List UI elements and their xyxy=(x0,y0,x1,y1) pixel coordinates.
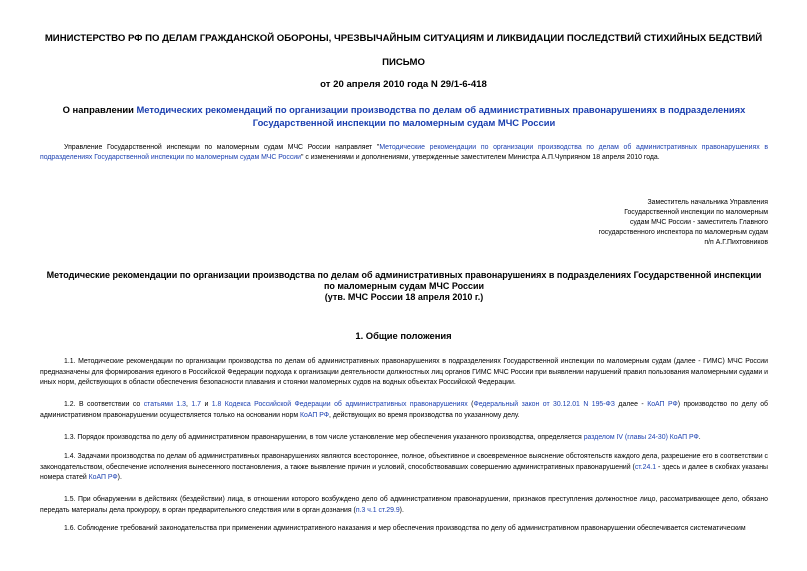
law-link[interactable]: 1.8 Кодекса Российской Федерации об административных правонарушениях xyxy=(211,401,468,408)
paragraph-1-4 xyxy=(40,452,768,484)
paragraph-1-5 xyxy=(40,495,768,516)
section-heading: 1. Общие положения xyxy=(355,330,452,341)
signature-line: Заместитель начальника Управления xyxy=(647,199,768,206)
intro-link[interactable]: Методические рекомендации по организации производства по делам об административных правонарушениях в подразделениях Государственной инспекции по маломерным судам МЧС России xyxy=(40,144,769,161)
text: . xyxy=(698,434,701,441)
intro-paragraph xyxy=(40,143,768,163)
signature-line: п/п А.Г.Пихтовников xyxy=(704,239,768,246)
signature-line: Государственной инспекции по маломерным xyxy=(624,209,768,216)
recommendations-approval: (утв. МЧС России 18 апреля 2010 г.) xyxy=(324,292,484,302)
recommendations-title-main: Методические рекомендации по организации производства по делам об административных правонарушениях в подразделениях Государственной инспекции по маломерным судам МЧС России xyxy=(46,270,762,291)
law-link[interactable]: КоАП РФ xyxy=(300,411,329,419)
signature-line: судам МЧС России - заместитель Главного xyxy=(629,219,768,226)
intro-text-end: " с изменениями и дополнениями, утвержденные заместителем Министра А.П.Чуприяном 18 апреля 2010 года. xyxy=(300,154,660,161)
law-link[interactable]: КоАП РФ xyxy=(88,474,118,481)
text: ). xyxy=(117,474,122,481)
text: ) производство по делу об административном правонарушении осуществляется только на основании норм xyxy=(40,401,768,419)
text: 1.3. Порядок производства по делу об административном правонарушении, в том числе установление мер обеспечения указанного производства, определяется xyxy=(64,434,584,441)
subject-prefix: О направлении xyxy=(62,104,137,115)
text: ( xyxy=(467,401,474,408)
law-link[interactable]: п.3 ч.1 ст.29.9 xyxy=(355,506,400,514)
text: и xyxy=(200,401,212,408)
law-link[interactable]: 1.7 xyxy=(191,401,201,408)
law-link[interactable]: Федеральный закон от 30.12.01 N 195-ФЗ xyxy=(473,401,615,408)
law-link[interactable]: разделом IV (главы 24-30) КоАП РФ xyxy=(583,434,699,441)
paragraph-1-3 xyxy=(40,433,768,444)
intro-text: Управление Государственной инспекции по маломерным судам МЧС России направляет " xyxy=(64,144,380,151)
signature-line: государственного инспектора по маломерным судам xyxy=(598,229,768,236)
text: далее - xyxy=(614,401,648,408)
text: , xyxy=(186,401,192,408)
text: 1.5. При обнаружении в действиях (бездействии) лица, в отношении которого возбуждено дело об административном правонарушении, признаков преступления должностное лицо, рассматривающее дело, обязано передать материалы дела прокурору, в орган предварительного следствия или в орган дознания ( xyxy=(40,496,768,514)
law-link[interactable]: статьями 1.3 xyxy=(143,401,187,408)
ministry-heading: МИНИСТЕРСТВО РФ ПО ДЕЛАМ ГРАЖДАНСКОЙ ОБОРОНЫ, ЧРЕЗВЫЧАЙНЫМ СИТУАЦИЯМ И ЛИКВИДАЦИИ ПОСЛЕДСТВИЙ СТИХИЙНЫХ БЕДСТВИЙ xyxy=(44,33,763,44)
signature-block xyxy=(540,198,768,248)
paragraph-1-1: 1.1. Методические рекомендации по организации производства по делам об административных правонарушениях в подразделениях Государственной инспекции по маломерным судам (далее - ГИМС) МЧС России предназначены для формирования единого в Российской Федерации подхода к организации деятельности должностных лиц органов ГИМС МЧС России при выявлении нарушений правил пользования маломерными судами и иных норм, действующих в области обеспечения безопасности плавания и стоянки маломерных судов на водных объектах Российской Федерации. xyxy=(40,358,768,386)
paragraph-1-2 xyxy=(40,400,768,421)
document-type: ПИСЬМО xyxy=(382,57,425,68)
text: - здесь и далее в скобках указаны номера статей xyxy=(40,463,769,481)
law-link[interactable]: ст.24.1 xyxy=(634,463,657,471)
letter-subject xyxy=(40,103,768,129)
paragraph-1-6: 1.6. Соблюдение требований законодательства при применении административного наказания и мер обеспечения производства по делу об административном правонарушении обеспечивается систематическим xyxy=(64,525,746,532)
document-date-number: от 20 апреля 2010 года N 29/1-6-418 xyxy=(320,79,487,90)
subject-link[interactable]: Методических рекомендаций по организации производства по делам об административных правонарушениях в подразделениях Государственной инспекции по маломерным судам МЧС России xyxy=(136,104,746,128)
text: 1.2. В соответствии со xyxy=(64,401,144,408)
recommendations-title xyxy=(40,270,768,303)
law-link[interactable]: КоАП РФ xyxy=(647,401,678,408)
text: , действующих во время производства по указанному делу. xyxy=(329,411,520,419)
text: 1.4. Задачами производства по делам об административных правонарушениях являются всестороннее, полное, объективное и своевременное выяснение обстоятельств каждого дела, разрешение его в соответствии с законодательством, обеспечение исполнения вынесенного постановления, а также выявление причин и условий, способствовавших совершению административных правонарушений ( xyxy=(40,453,768,471)
text: ). xyxy=(399,506,404,514)
